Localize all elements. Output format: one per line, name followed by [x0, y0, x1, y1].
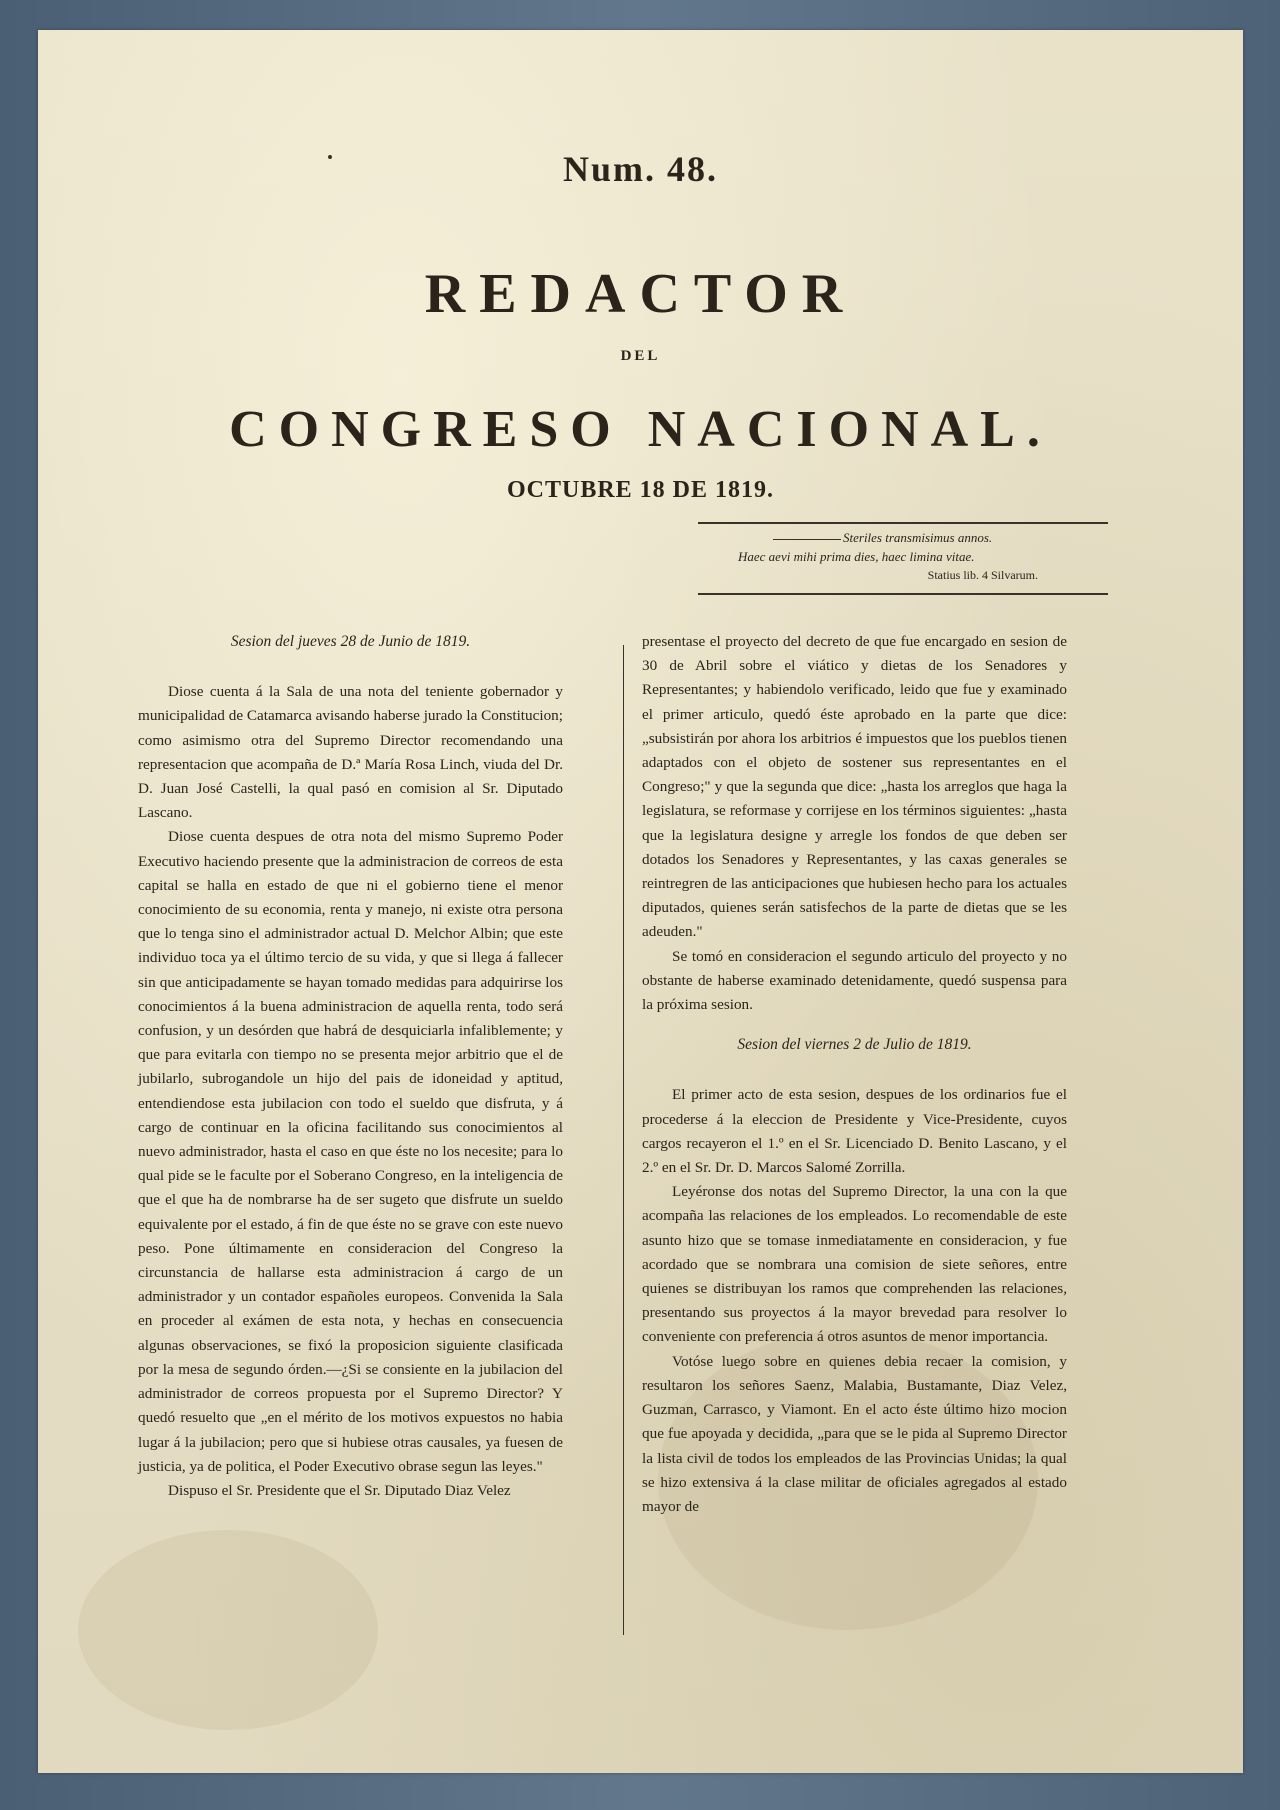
- epigraph-bottom-rule: [698, 593, 1108, 595]
- session-heading-july-2: Sesion del viernes 2 de Julio de 1819.: [737, 1036, 972, 1054]
- epigraph-line-1: Steriles transmisimus annos.: [698, 528, 1108, 547]
- newspaper-page: [38, 30, 1243, 1773]
- right-column: [642, 630, 1067, 1640]
- paragraph: Diose cuenta á la Sala de una nota del teniente gobernador y municipalidad de Catamarca avisando haberse jurado la Constitucion; como asimismo otra del Supremo Director recomendando una representacion que acompaña de D.ª María Rosa Linch, viuda del Dr. D. Juan José Castelli, la qual pasó en comision al Sr. Diputado Lascano.: [138, 683, 563, 822]
- left-column: [138, 630, 563, 1640]
- masthead-subtitle: CONGRESO NACIONAL.: [229, 401, 1052, 458]
- masthead-del: DEL: [620, 348, 661, 364]
- epigraph-attribution: Statius lib. 4 Silvarum.: [927, 568, 1038, 582]
- epigraph-line-2: Haec aevi mihi prima dies, haec limina vitae.: [738, 549, 975, 564]
- issue-number-label: Num.: [562, 149, 656, 189]
- issue-number: [38, 148, 1243, 190]
- epigraph-top-rule: [698, 522, 1108, 524]
- column-divider: [623, 645, 624, 1635]
- paragraph: El primer acto de esta sesion, despues de los ordinarios fue el procederse á la eleccion de Presidente y Vice-Presidente, cuyos cargos recayeron el 1.º en el Sr. Licenciado D. Benito Lascano, y el 2.º en el Sr. Dr. D. Marcos Salomé Zorrilla.: [642, 1086, 1067, 1177]
- session-heading-june-28: Sesion del jueves 28 de Junio de 1819.: [230, 633, 471, 650]
- epigraph: [698, 528, 1108, 585]
- paragraph: Votóse luego sobre en quienes debia recaer la comision, y resultaron los señores Saenz, Malabia, Bustamante, Diaz Velez, Guzman, Carrasco, y Viamont. En el acto éste último hizo mocion que fue apoyada y decidida, „para que se le pida al Supremo Director la lista civil de todos los empleados de las Provincias Unidas; la qual se hizo extensiva á la clase militar de oficiales agregados al estado mayor de: [642, 1352, 1067, 1515]
- paragraph: Dispuso el Sr. Presidente que el Sr. Diputado Diaz Velez: [168, 1481, 511, 1499]
- paragraph: Se tomó en consideracion el segundo articulo del proyecto y no obstante de haberse examinado detenidamente, quedó suspensa para la próxima sesion.: [642, 947, 1067, 1014]
- paragraph: presentase el proyecto del decreto de que fue encargado en sesion de 30 de Abril sobre el viático y dietas de los Senadores y Representantes; y habiendolo verificado, leido que fue y examinado el primer articulo, quedó éste aprobado en la parte que dice: „subsistirán por ahora los arbitrios é impuestos que los pueblos tienen adaptados con el objeto de sostener sus representantes en el Congreso;" y que la segunda que dice: „hasta los arreglos que haga la legislatura, se reformase y corrijese en los términos siguientes: „hasta que la legislatura designe y arregle los fondos de que deben ser dotados los Senadores y Representantes, y las caxas generales se reintregren de las anticipaciones que hubiesen hecho para los actuales diputados, quienes serán satisfechos de la parte de dietas que se les adeuden.": [642, 633, 1067, 941]
- paragraph: Diose cuenta despues de otra nota del mismo Supremo Poder Executivo haciendo presente que la administracion de correos de esta capital se halla en estado de que ni el gobierno tiene el menor conocimiento de su economia, renta y manejo, ni existe otra persona que lo tenga sino el administrador actual D. Melchor Albin; que este individuo toca ya el último tercio de su vida, y que si llega á fallecer sin que anticipadamente se hayan tomado medidas para adquirirse los conocimientos á la buena administracion de aquella renta, todo será confusion, y un desórden que habrá de desquiciarla infaliblemente; y que para evitarla con tiempo no se presenta mejor arbitrio que el de jubilarlo, subrogandole un hijo del pais de idoneidad y aptitud, entendiendose esta jubilacion con todo el sueldo que disfruta, y á cargo de continuar en la oficina facilitando sus conocimientos al nuevo administrador, hasta el caso en que éste no los necesite; para lo qual pide se le faculte por el Soberano Congreso, en la inteligencia de que el que ha de nombrarse ha de ser sugeto que disfrute un sueldo equivalente por el estado, á fin de que éste no se grave con este nuevo peso. Pone últimamente en consideracion del Congreso la circunstancia de hallarse esta administracion á cargo de un administrador y un contador españoles europeos. Convenida la Sala en proceder al exámen de esta nota, y hechas en consecuencia algunas observaciones, se fixó la proposicion siguiente clasificada por la mesa de segundo órden.—¿Si se consiente en la jubilacion del administrador de correos propuesta por el Supremo Director? Y quedó resuelto que „en el mérito de los motivos expuestos no habia lugar á la jubilacion; pero que si hubiese otras causales, ya fuesen de justicia, ya de politica, el Poder Executivo obrase segun las leyes.": [138, 828, 563, 1475]
- masthead-title: REDACTOR: [424, 263, 857, 325]
- issue-number-value: 48.: [667, 149, 718, 189]
- issue-date: OCTUBRE 18 DE 1819.: [506, 477, 775, 503]
- paragraph: Leyéronse dos notas del Supremo Director, la una con la que acompaña las relaciones de los empleados. Lo recomendable de este asunto hizo que se tomase inmediatamente en consideracion, y fue acordado que se nombrara una comision de siete señores, entre quienes se distribuyan los ramos que comprehenden las relaciones, presentando sus proyectos á la mayor brevedad para resolver lo conveniente con preferencia á otros asuntos de menor importancia.: [642, 1183, 1067, 1346]
